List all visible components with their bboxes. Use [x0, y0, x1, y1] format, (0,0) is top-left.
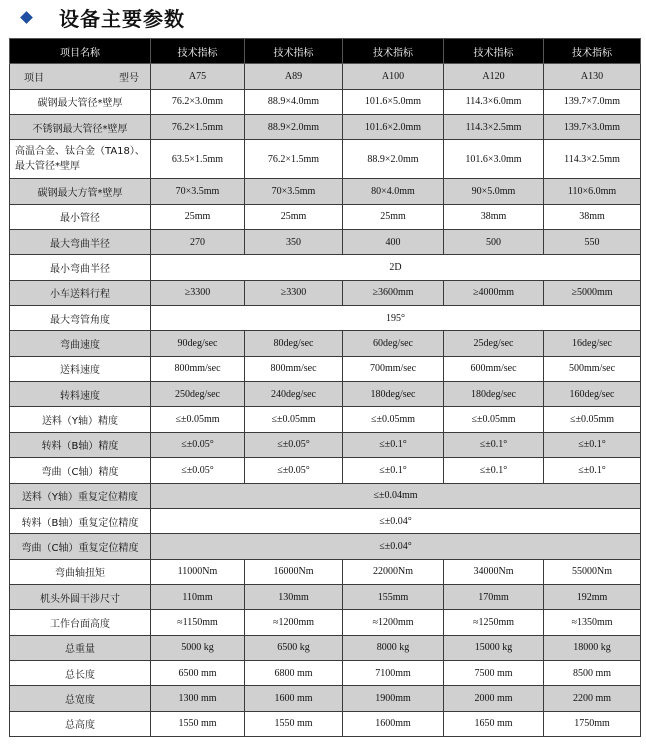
model-a100: A100 [343, 64, 444, 89]
row-label: 弯曲轴扭矩 [10, 559, 151, 584]
row-value-4: ≤±0.1° [444, 458, 544, 483]
table-row [10, 230, 641, 255]
row-label: 工作台面高度 [10, 610, 151, 635]
table-row [10, 204, 641, 229]
row-value-1: 76.2×1.5mm [151, 115, 245, 140]
row-value-3: 80×4.0mm [343, 179, 444, 204]
row-label: 弯曲（C轴）精度 [10, 458, 151, 483]
row-value-4: 1650 mm [444, 711, 544, 736]
row-value-5: ≤±0.1° [544, 458, 641, 483]
row-label: 转料速度 [10, 382, 151, 407]
table-row [10, 306, 641, 331]
row-value-1: 70×3.5mm [151, 179, 245, 204]
row-value-merged: ≤±0.04° [151, 534, 641, 559]
table-row [10, 255, 641, 280]
row-value-3: ≥3600mm [343, 280, 444, 305]
row-value-merged: ≤±0.04° [151, 508, 641, 533]
row-value-3: 1600mm [343, 711, 444, 736]
row-value-5: 1750mm [544, 711, 641, 736]
row-value-2: 80deg/sec [245, 331, 343, 356]
row-value-4: 15000 kg [444, 635, 544, 660]
model-a120: A120 [444, 64, 544, 89]
row-value-3: 400 [343, 230, 444, 255]
table-row [10, 432, 641, 457]
row-value-5: 139.7×7.0mm [544, 89, 641, 114]
row-value-5: ≥5000mm [544, 280, 641, 305]
row-value-5: 500mm/sec [544, 356, 641, 381]
row-value-3: 101.6×5.0mm [343, 89, 444, 114]
row-value-2: 70×3.5mm [245, 179, 343, 204]
row-value-4: ≥4000mm [444, 280, 544, 305]
header-col-3: 技术指标 [343, 39, 444, 64]
table-row [10, 534, 641, 559]
row-value-2: 88.9×2.0mm [245, 115, 343, 140]
table-row [10, 280, 641, 305]
row-label: 不锈钢最大管径*壁厚 [10, 115, 151, 140]
row-label: 机头外圆干涉尺寸 [10, 584, 151, 609]
table-row [10, 331, 641, 356]
table-row [10, 559, 641, 584]
row-label: 送料（Y轴）精度 [10, 407, 151, 432]
row-value-3: ≈1200mm [343, 610, 444, 635]
table-row [10, 584, 641, 609]
row-label: 总宽度 [10, 686, 151, 711]
row-value-1: ≤±0.05mm [151, 407, 245, 432]
row-value-5: 38mm [544, 204, 641, 229]
header-col-4: 技术指标 [444, 39, 544, 64]
row-value-2: 6500 kg [245, 635, 343, 660]
table-row [10, 115, 641, 140]
row-label: 碳钢最大方管*壁厚 [10, 179, 151, 204]
row-value-4: 180deg/sec [444, 382, 544, 407]
row-value-5: 192mm [544, 584, 641, 609]
row-value-1: 110mm [151, 584, 245, 609]
row-value-2: 1600 mm [245, 686, 343, 711]
model-a89: A89 [245, 64, 343, 89]
row-value-merged: 2D [151, 255, 641, 280]
row-value-4: 600mm/sec [444, 356, 544, 381]
row-value-2: 25mm [245, 204, 343, 229]
header-col-2: 技术指标 [245, 39, 343, 64]
row-value-4: 34000Nm [444, 559, 544, 584]
row-value-2: 76.2×1.5mm [245, 140, 343, 179]
row-label: 高温合金、钛合金（TA18）、最大管径*壁厚 [10, 140, 151, 179]
row-value-2: ≤±0.05mm [245, 407, 343, 432]
row-value-merged: 195° [151, 306, 641, 331]
row-value-5: 8500 mm [544, 660, 641, 685]
row-value-4: 101.6×3.0mm [444, 140, 544, 179]
row-value-3: 101.6×2.0mm [343, 115, 444, 140]
table-row [10, 89, 641, 114]
row-label: 总重量 [10, 635, 151, 660]
table-row [10, 382, 641, 407]
row-value-2: 350 [245, 230, 343, 255]
row-value-1: 800mm/sec [151, 356, 245, 381]
row-value-3: 7100mm [343, 660, 444, 685]
row-value-1: ≈1150mm [151, 610, 245, 635]
model-row [10, 64, 641, 89]
row-value-5: 55000Nm [544, 559, 641, 584]
row-value-1: 63.5×1.5mm [151, 140, 245, 179]
row-value-1: 76.2×3.0mm [151, 89, 245, 114]
header-col-5: 技术指标 [544, 39, 641, 64]
model-label-right: 型号 [119, 73, 139, 85]
model-a75: A75 [151, 64, 245, 89]
row-value-4: 25deg/sec [444, 331, 544, 356]
row-value-3: 1900mm [343, 686, 444, 711]
row-value-3: 180deg/sec [343, 382, 444, 407]
row-value-4: 114.3×6.0mm [444, 89, 544, 114]
row-value-4: 38mm [444, 204, 544, 229]
row-value-5: 18000 kg [544, 635, 641, 660]
header-col-1: 技术指标 [151, 39, 245, 64]
row-value-1: 25mm [151, 204, 245, 229]
table-row [10, 407, 641, 432]
row-value-5: 114.3×2.5mm [544, 140, 641, 179]
row-label: 弯曲（C轴）重复定位精度 [10, 534, 151, 559]
row-value-1: 6500 mm [151, 660, 245, 685]
row-value-1: 1300 mm [151, 686, 245, 711]
table-row [10, 483, 641, 508]
row-label: 送料（Y轴）重复定位精度 [10, 483, 151, 508]
table-row [10, 660, 641, 685]
row-value-1: 90deg/sec [151, 331, 245, 356]
row-value-2: 800mm/sec [245, 356, 343, 381]
row-value-3: 88.9×2.0mm [343, 140, 444, 179]
row-value-5: ≤±0.1° [544, 432, 641, 457]
row-label: 转料（B轴）精度 [10, 432, 151, 457]
row-value-4: 170mm [444, 584, 544, 609]
row-value-4: 2000 mm [444, 686, 544, 711]
row-value-5: 110×6.0mm [544, 179, 641, 204]
row-value-3: 22000Nm [343, 559, 444, 584]
row-label: 小车送料行程 [10, 280, 151, 305]
row-value-3: 155mm [343, 584, 444, 609]
row-value-5: 2200 mm [544, 686, 641, 711]
row-value-1: 11000Nm [151, 559, 245, 584]
row-label: 转料（B轴）重复定位精度 [10, 508, 151, 533]
row-value-3: 60deg/sec [343, 331, 444, 356]
row-value-5: ≈1350mm [544, 610, 641, 635]
table-row [10, 610, 641, 635]
row-value-4: 500 [444, 230, 544, 255]
table-header-row [10, 39, 641, 64]
model-a130: A130 [544, 64, 641, 89]
row-value-2: ≈1200mm [245, 610, 343, 635]
row-label: 碳钢最大管径*壁厚 [10, 89, 151, 114]
row-value-1: 250deg/sec [151, 382, 245, 407]
row-value-4: ≈1250mm [444, 610, 544, 635]
row-value-5: ≤±0.05mm [544, 407, 641, 432]
row-value-3: ≤±0.1° [343, 458, 444, 483]
row-value-3: 8000 kg [343, 635, 444, 660]
row-value-5: 139.7×3.0mm [544, 115, 641, 140]
row-value-4: ≤±0.1° [444, 432, 544, 457]
row-value-4: 90×5.0mm [444, 179, 544, 204]
diamond-bullet-icon [20, 11, 33, 24]
row-value-1: 5000 kg [151, 635, 245, 660]
row-value-1: ≤±0.05° [151, 458, 245, 483]
row-value-4: 7500 mm [444, 660, 544, 685]
model-label-left: 项目 [24, 73, 44, 85]
table-row [10, 356, 641, 381]
row-value-2: 130mm [245, 584, 343, 609]
header-item-name: 项目名称 [10, 39, 151, 64]
page-title: 设备主要参数 [59, 6, 185, 31]
table-row [10, 711, 641, 736]
row-value-1: 1550 mm [151, 711, 245, 736]
section-heading [18, 4, 185, 30]
row-value-2: 88.9×4.0mm [245, 89, 343, 114]
row-value-4: 114.3×2.5mm [444, 115, 544, 140]
row-label: 总长度 [10, 660, 151, 685]
row-value-5: 550 [544, 230, 641, 255]
row-label: 最小弯曲半径 [10, 255, 151, 280]
table-row [10, 179, 641, 204]
table-row [10, 458, 641, 483]
model-label-cell [10, 64, 151, 89]
table-row [10, 686, 641, 711]
table-row [10, 635, 641, 660]
row-value-2: 6800 mm [245, 660, 343, 685]
row-value-2: ≥3300 [245, 280, 343, 305]
row-value-4: ≤±0.05mm [444, 407, 544, 432]
row-label: 送料速度 [10, 356, 151, 381]
row-value-1: ≤±0.05° [151, 432, 245, 457]
row-value-5: 160deg/sec [544, 382, 641, 407]
row-value-3: ≤±0.1° [343, 432, 444, 457]
row-value-5: 16deg/sec [544, 331, 641, 356]
row-value-2: ≤±0.05° [245, 432, 343, 457]
row-value-3: 25mm [343, 204, 444, 229]
row-value-3: 700mm/sec [343, 356, 444, 381]
row-value-2: ≤±0.05° [245, 458, 343, 483]
row-value-merged: ≤±0.04mm [151, 483, 641, 508]
row-label: 总高度 [10, 711, 151, 736]
row-value-2: 16000Nm [245, 559, 343, 584]
row-value-1: ≥3300 [151, 280, 245, 305]
row-value-2: 240deg/sec [245, 382, 343, 407]
table-row [10, 508, 641, 533]
spec-table [9, 38, 641, 737]
row-value-1: 270 [151, 230, 245, 255]
row-value-2: 1550 mm [245, 711, 343, 736]
row-label: 最大弯管角度 [10, 306, 151, 331]
table-row [10, 140, 641, 179]
row-value-3: ≤±0.05mm [343, 407, 444, 432]
spec-table-body [10, 39, 641, 737]
row-label: 弯曲速度 [10, 331, 151, 356]
row-label: 最小管径 [10, 204, 151, 229]
row-label: 最大弯曲半径 [10, 230, 151, 255]
